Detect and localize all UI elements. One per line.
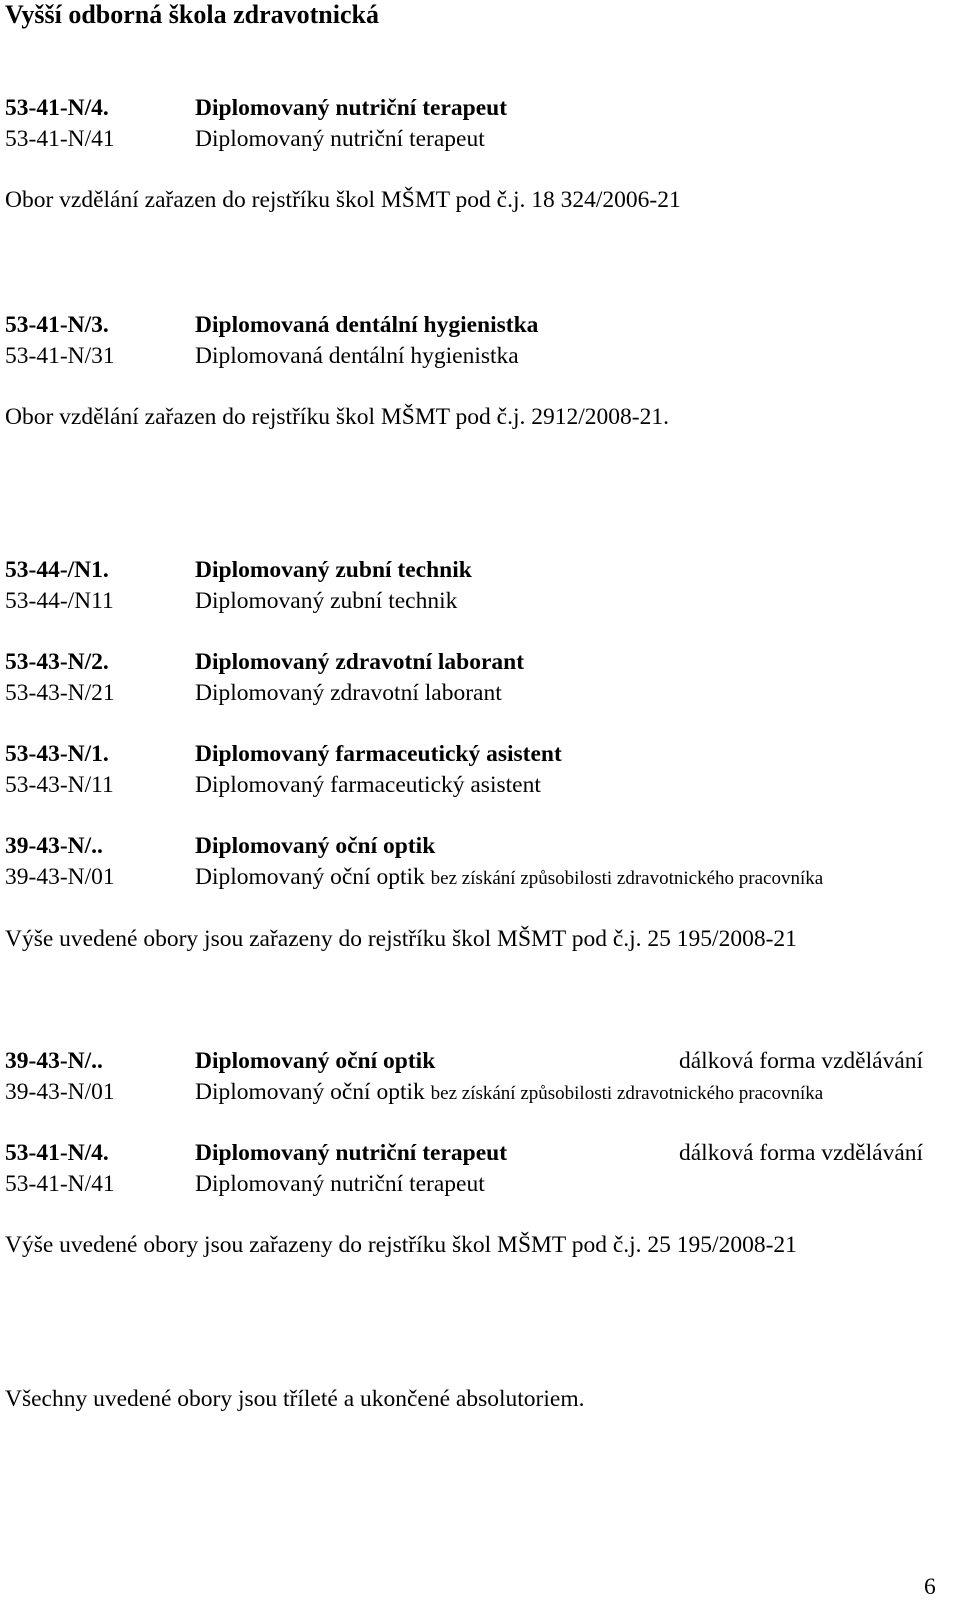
field-code: 53-43-N/11 <box>5 772 114 798</box>
field-code: 53-43-N/2. <box>5 649 109 675</box>
field-name: Diplomovaný zdravotní laborant <box>195 680 502 706</box>
study-form: dálková forma vzdělávání <box>679 1140 924 1166</box>
field-code: 53-44-/N11 <box>5 588 114 614</box>
field-name: Diplomovaný oční optik <box>195 833 436 859</box>
field-code: 39-43-N/01 <box>5 864 115 890</box>
field-name: Diplomovaný farmaceutický asistent <box>195 741 562 767</box>
field-code: 53-41-N/41 <box>5 1171 115 1197</box>
field-name: Diplomovaný oční optik <box>195 864 425 890</box>
field-suffix: bez získání způsobilosti zdravotnického pracovníka <box>430 1083 824 1104</box>
field-code: 53-44-/N1. <box>5 557 109 583</box>
study-form: dálková forma vzdělávání <box>679 1048 924 1074</box>
field-name: Diplomovaný oční optik <box>195 1048 436 1074</box>
field-name: Diplomovaná dentální hygienistka <box>195 312 539 338</box>
field-name: Diplomovaný zubní technik <box>195 557 472 583</box>
field-name: Diplomovaný zdravotní laborant <box>195 649 525 675</box>
field-name: Diplomovaný nutriční terapeut <box>195 95 508 121</box>
field-code: 53-41-N/31 <box>5 343 115 369</box>
registry-note: Obor vzdělání zařazen do rejstříku škol MŠMT pod č.j. 2912/2008-21. <box>5 404 669 430</box>
field-code: 53-41-N/4. <box>5 95 109 121</box>
field-name: Diplomovaný oční optik <box>195 1079 425 1105</box>
field-code: 53-41-N/4. <box>5 1140 109 1166</box>
field-suffix: bez získání způsobilosti zdravotnického pracovníka <box>430 868 824 889</box>
field-code: 39-43-N/.. <box>5 833 103 859</box>
field-code: 53-43-N/21 <box>5 680 115 706</box>
field-name-with-suffix <box>195 1078 823 1108</box>
field-code: 53-41-N/3. <box>5 312 109 338</box>
field-code: 39-43-N/01 <box>5 1079 115 1105</box>
field-name: Diplomovaný zubní technik <box>195 588 458 614</box>
field-code: 39-43-N/.. <box>5 1048 103 1074</box>
field-code: 53-43-N/1. <box>5 741 109 767</box>
field-name: Diplomovaný nutriční terapeut <box>195 126 485 152</box>
field-name: Diplomovaná dentální hygienistka <box>195 343 519 369</box>
closing-statement: Všechny uvedené obory jsou tříleté a ukončené absolutoriem. <box>5 1386 585 1412</box>
field-code: 53-41-N/41 <box>5 126 115 152</box>
registry-note: Výše uvedené obory jsou zařazeny do rejstříku škol MŠMT pod č.j. 25 195/2008-21 <box>5 1232 797 1258</box>
document-heading: Vyšší odborná škola zdravotnická <box>5 0 379 29</box>
field-name: Diplomovaný nutriční terapeut <box>195 1171 485 1197</box>
field-name: Diplomovaný nutriční terapeut <box>195 1140 508 1166</box>
field-name: Diplomovaný farmaceutický asistent <box>195 772 541 798</box>
registry-note: Obor vzdělání zařazen do rejstříku škol MŠMT pod č.j. 18 324/2006-21 <box>5 187 681 213</box>
page-number: 6 <box>924 1574 936 1600</box>
registry-note: Výše uvedené obory jsou zařazeny do rejstříku škol MŠMT pod č.j. 25 195/2008-21 <box>5 926 797 952</box>
field-name-with-suffix <box>195 863 823 893</box>
